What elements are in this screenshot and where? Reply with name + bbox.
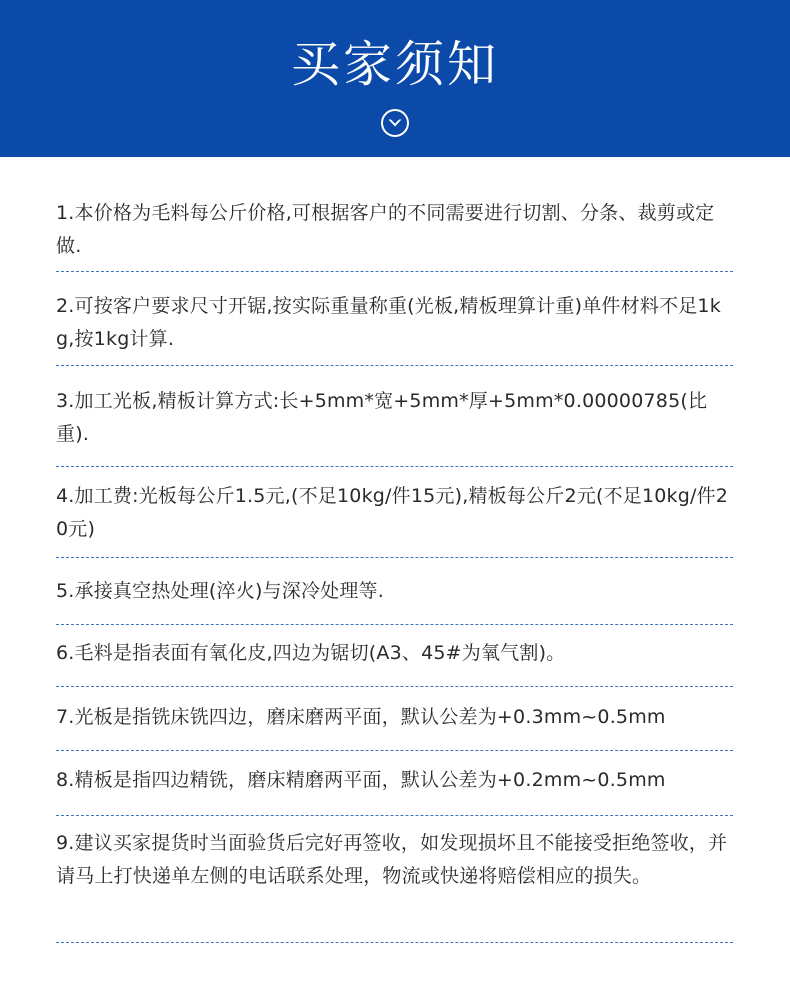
note-8: 8.精板是指四边精铣，磨床精磨两平面，默认公差为+0.2mm~0.5mm	[56, 769, 666, 791]
divider	[56, 557, 733, 558]
note-6: 6.毛料是指表面有氧化皮,四边为锯切(A3、45#为氧气割)。	[56, 642, 566, 664]
header-banner	[0, 0, 790, 157]
note-3: 3.加工光板,精板计算方式:长+5mm*宽+5mm*厚+5mm*0.00000785(比重).	[56, 390, 708, 445]
divider	[56, 686, 733, 687]
page-title: 买家须知	[290, 36, 499, 93]
note-2: 2.可按客户要求尺寸开锯,按实际重量称重(光板,精板理算计重)单件材料不足1kg,按1kg计算.	[56, 295, 721, 350]
note-4: 4.加工费:光板每公斤1.5元,(不足10kg/件15元),精板每公斤2元(不足10kg/件20元)	[56, 485, 729, 540]
note-7: 7.光板是指铣床铣四边，磨床磨两平面，默认公差为+0.3mm~0.5mm	[56, 706, 666, 728]
divider	[56, 624, 733, 625]
note-9: 9.建议买家提货时当面验货后完好再签收，如发现损坏且不能接受拒绝签收，并请马上打快递单左侧的电话联系处理，物流或快递将赔偿相应的损失。	[56, 832, 728, 887]
divider	[56, 271, 733, 272]
divider	[56, 750, 733, 751]
chevron-down-circle-icon	[380, 108, 410, 138]
note-5: 5.承接真空热处理(淬火)与深冷处理等.	[56, 580, 384, 602]
divider	[56, 815, 733, 816]
divider	[56, 365, 733, 366]
divider	[56, 942, 733, 943]
divider	[56, 466, 733, 467]
note-1: 1.本价格为毛料每公斤价格,可根据客户的不同需要进行切割、分条、裁剪或定做.	[56, 202, 715, 257]
